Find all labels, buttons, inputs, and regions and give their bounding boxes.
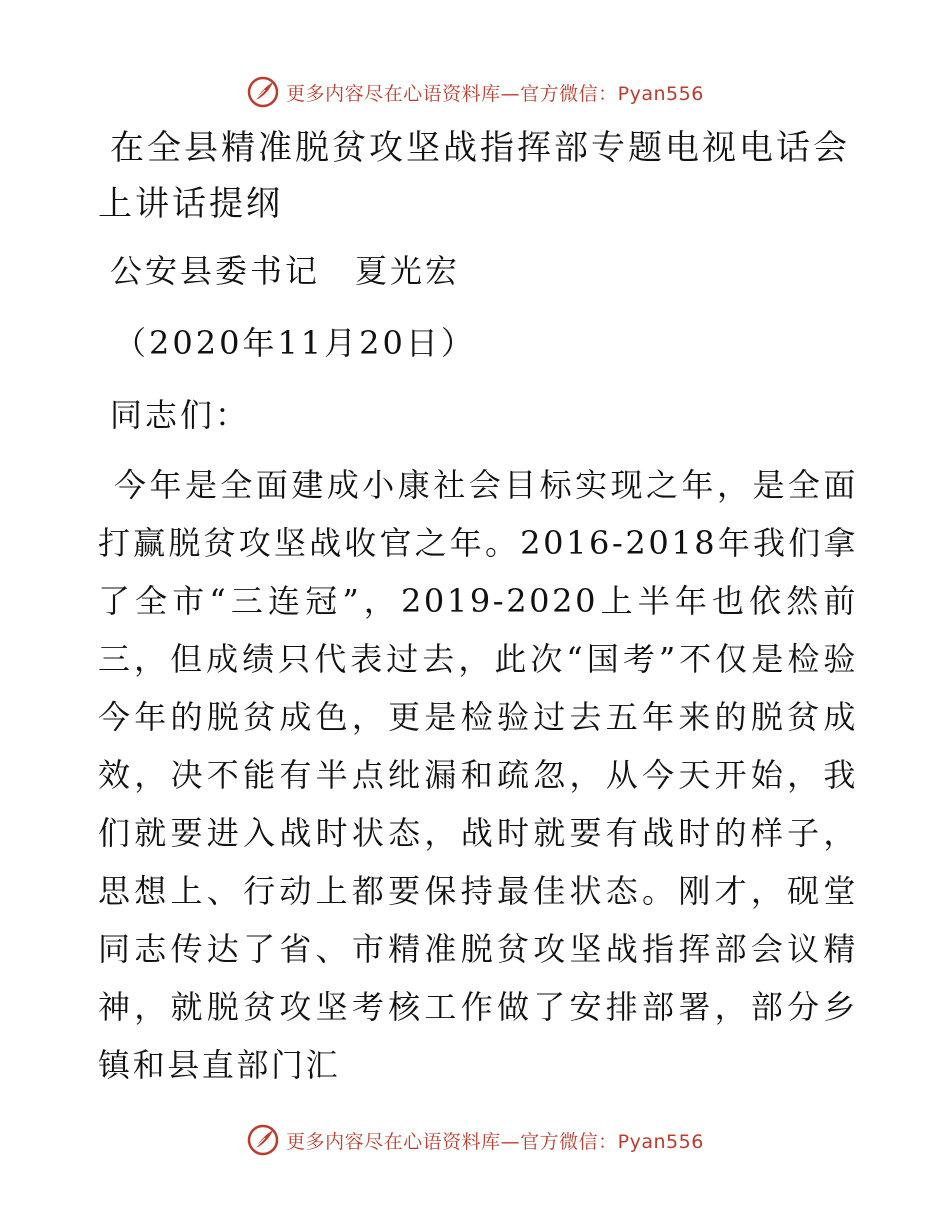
document-date: （2020年11月20日） — [114, 324, 476, 362]
watermark-header — [0, 74, 950, 110]
author-byline: 公安县委书记 夏光宏 — [110, 252, 461, 290]
feather-pen-circle-icon — [246, 75, 280, 109]
watermark-footer — [0, 1122, 950, 1158]
watermark-text: 更多内容尽在心语资料库—官方微信：Pyan556 — [286, 82, 704, 105]
salutation: 同志们： — [110, 396, 251, 434]
document-title: 在全县精准脱贫攻坚战指挥部专题电视电话会上讲话提纲 — [98, 128, 850, 224]
watermark-text: 更多内容尽在心语资料库—官方微信：Pyan556 — [286, 1130, 704, 1153]
document-body — [98, 120, 858, 1094]
body-paragraph: 今年是全面建成小康社会目标实现之年，是全面打赢脱贫攻坚战收官之年。2016-2018年我们拿了全市“三连冠”，2019-2020上半年也依然前三，但成绩只代表过去，此次“国考”不仅是检验今年的脱贫成色，更是检验过去五年来的脱贫成效，决不能有半点纰漏和疏忽，从今天开始，我们就要进入战时状态，战时就要有战时的样子，思想上、行动上都要保持最佳状态。刚才，砚堂同志传达了省、市精准脱贫攻坚战指挥部会议精神，就脱贫攻坚考核工作做了安排部署，部分乡镇和县直部门汇 — [98, 466, 858, 1084]
feather-pen-circle-icon — [246, 1123, 280, 1157]
